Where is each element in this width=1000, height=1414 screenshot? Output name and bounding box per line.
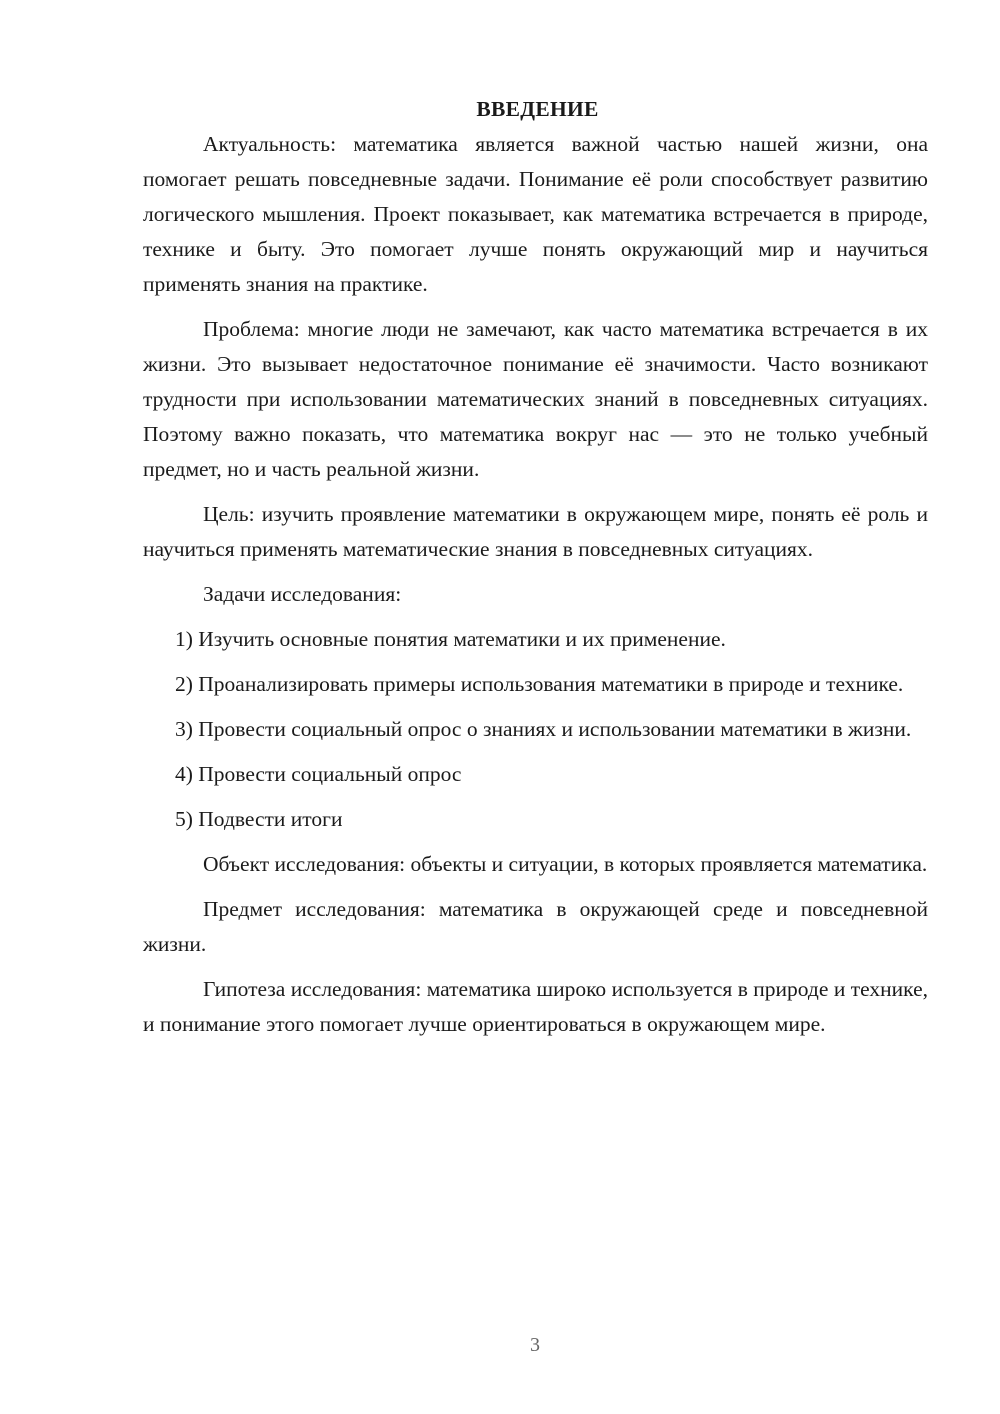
page-content: [143, 92, 928, 1042]
problem-paragraph: Проблема: многие люди не замечают, как часто математика встречается в их жизни. Это вызывает недостаточное понимание её значимости. Часто возникают трудности при использовании математических знаний в повседневных ситуациях. Поэтому важно показать, что математика вокруг нас — это не только учебный предмет, но и часть реальной жизни.: [143, 317, 928, 481]
tasks-heading: Задачи исследования:: [203, 582, 402, 606]
task-item-5: 5) Подвести итоги: [175, 807, 343, 831]
goal-paragraph: Цель: изучить проявление математики в окружающем мире, понять её роль и научиться применять математические знания в повседневных ситуациях.: [143, 502, 928, 561]
section-title: ВВЕДЕНИЕ: [476, 97, 599, 121]
hypothesis-paragraph: Гипотеза исследования: математика широко используется в природе и технике, и понимание этого помогает лучше ориентироваться в окружающем мире.: [143, 977, 928, 1036]
task-item-2: 2) Проанализировать примеры использования математики в природе и технике.: [175, 672, 904, 696]
relevance-paragraph: Актуальность: математика является важной частью нашей жизни, она помогает решать повседневные задачи. Понимание её роли способствует развитию логического мышления. Проект показывает, как математика встречается в природе, технике и быту. Это помогает лучше понять окружающий мир и научиться применять знания на практике.: [143, 132, 928, 296]
object-paragraph: Объект исследования: объекты и ситуации, в которых проявляется математика.: [203, 852, 928, 876]
page-number: 3: [530, 1334, 540, 1356]
task-item-3: 3) Провести социальный опрос о знаниях и использовании математики в жизни.: [175, 717, 912, 741]
subject-paragraph: Предмет исследования: математика в окружающей среде и повседневной жизни.: [143, 897, 928, 956]
task-item-4: 4) Провести социальный опрос: [175, 762, 462, 786]
task-item-1: 1) Изучить основные понятия математики и их применение.: [175, 627, 726, 651]
